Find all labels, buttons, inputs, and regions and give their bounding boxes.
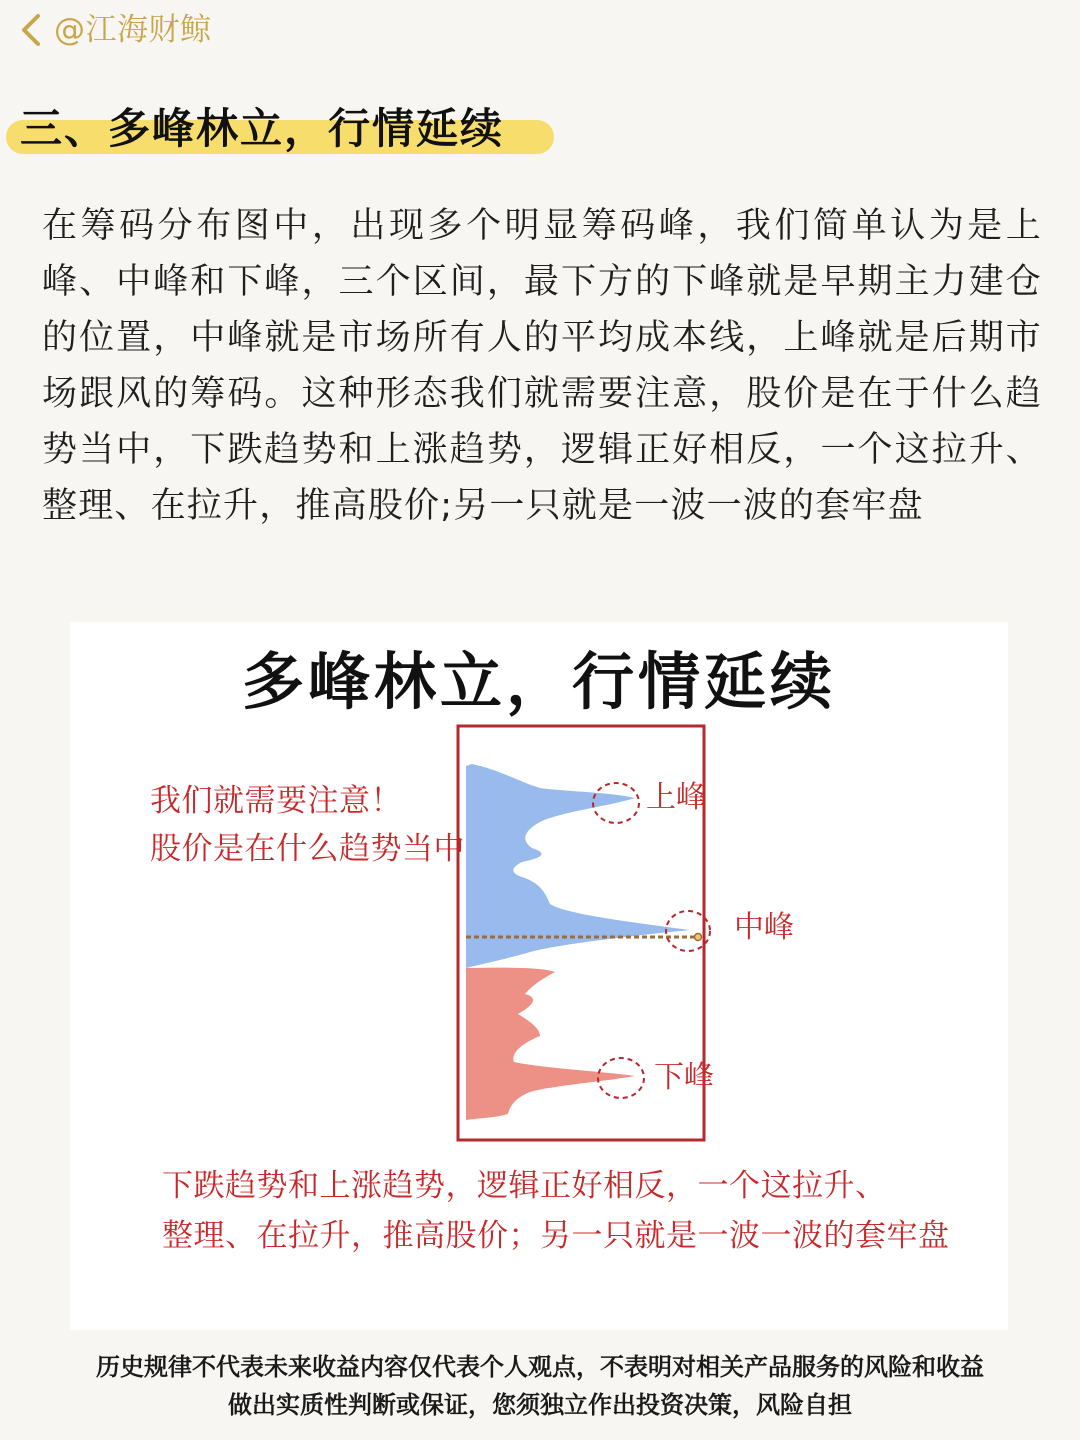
average-cost-dot (695, 934, 702, 941)
section-heading (0, 96, 560, 166)
figure-note-line1: 我们就需要注意！ (150, 783, 402, 819)
disclaimer-line1: 历史规律不代表未来收益内容仅代表个人观点，不表明对相关产品服务的风险和收益 (96, 1353, 984, 1381)
chip-distribution-figure (70, 622, 1008, 1330)
figure-title: 多峰林立，行情延续 (241, 645, 836, 718)
upper-peak-label: 上峰 (646, 780, 706, 815)
chevron-left-icon[interactable] (14, 10, 48, 50)
section-title: 三、多峰林立，行情延续 (20, 104, 505, 153)
lower-peak-label: 下峰 (654, 1060, 714, 1095)
top-bar (0, 0, 1080, 62)
figure-bottom-line2: 整理、在拉升，推高股价；另一只就是一波一波的套牢盘 (162, 1218, 950, 1254)
figure-bottom-line1: 下跌趋势和上涨趋势，逻辑正好相反，一个这拉升、 (162, 1168, 887, 1204)
author-handle[interactable]: @江海财鲸 (54, 12, 212, 48)
middle-peak-label: 中峰 (734, 910, 794, 945)
figure-note-line2: 股价是在什么趋势当中 (150, 831, 465, 867)
body-paragraph: 在筹码分布图中，出现多个明显筹码峰，我们简单认为是上峰、中峰和下峰，三个区间，最下方的下峰就是早期主力建仓的位置，中峰就是市场所有人的平均成本线，上峰就是后期市场跟风的筹码。这种形态我们就需要注意，股价是在于什么趋势当中，下跌趋势和上涨趋势，逻辑正好相反，一个这拉升、整理、在拉升，推高股价;另一只就是一波一波的套牢盘 (42, 206, 1042, 526)
lower-chip-area (466, 968, 635, 1120)
disclaimer-line2: 做出实质性判断或保证，您须独立作出投资决策，风险自担 (228, 1391, 852, 1419)
